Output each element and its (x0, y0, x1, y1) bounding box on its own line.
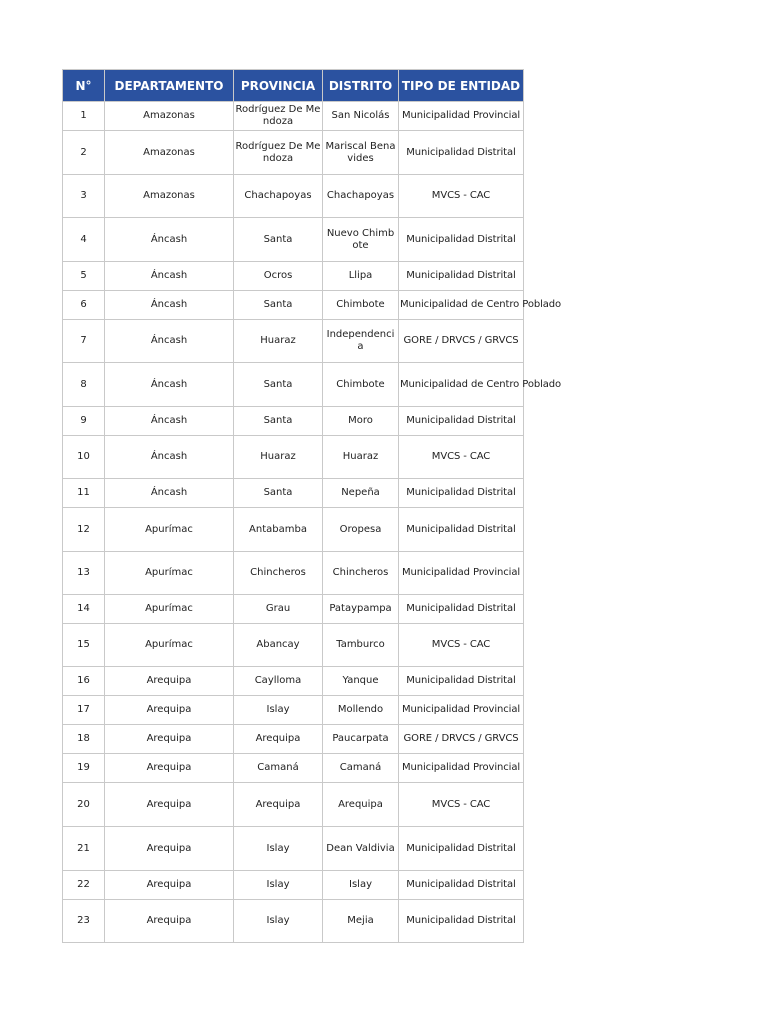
cell-distrito: Islay (323, 871, 399, 900)
table-row (63, 667, 524, 696)
cell-provincia: Islay (234, 871, 323, 900)
cell-number: 3 (63, 175, 105, 218)
table-row (63, 725, 524, 754)
cell-tipo-entidad: Municipalidad Provincial (399, 696, 524, 725)
table-row (63, 436, 524, 479)
cell-number: 5 (63, 262, 105, 291)
cell-tipo-entidad: MVCS - CAC (399, 783, 524, 827)
table-row (63, 552, 524, 595)
entity-table (62, 69, 562, 943)
cell-number: 18 (63, 725, 105, 754)
cell-number: 20 (63, 783, 105, 827)
header-provincia: PROVINCIA (234, 70, 323, 102)
header-departamento: DEPARTAMENTO (105, 70, 234, 102)
cell-number: 17 (63, 696, 105, 725)
cell-provincia: Chincheros (234, 552, 323, 595)
cell-departamento: Amazonas (105, 102, 234, 131)
cell-departamento: Apurímac (105, 624, 234, 667)
cell-number: 7 (63, 320, 105, 363)
entity-table-container (62, 69, 562, 943)
cell-number: 11 (63, 479, 105, 508)
cell-number: 13 (63, 552, 105, 595)
cell-tipo-entidad: GORE / DRVCS / GRVCS (399, 320, 524, 363)
cell-tipo-entidad: Municipalidad Provincial (399, 552, 524, 595)
cell-distrito: Moro (323, 407, 399, 436)
cell-departamento: Apurímac (105, 508, 234, 552)
cell-number: 19 (63, 754, 105, 783)
table-row (63, 262, 524, 291)
table-row (63, 479, 524, 508)
cell-distrito: Independencia (323, 320, 399, 363)
cell-provincia: Antabamba (234, 508, 323, 552)
cell-tipo-entidad: Municipalidad Distrital (399, 667, 524, 696)
header-number: N° (63, 70, 105, 102)
cell-provincia: Santa (234, 407, 323, 436)
cell-provincia: Santa (234, 218, 323, 262)
table-row (63, 624, 524, 667)
cell-tipo-entidad: Municipalidad de Centro Poblado (399, 363, 524, 407)
cell-provincia: Arequipa (234, 725, 323, 754)
cell-distrito: Nepeña (323, 479, 399, 508)
cell-distrito: Huaraz (323, 436, 399, 479)
cell-departamento: Áncash (105, 218, 234, 262)
cell-distrito: Camaná (323, 754, 399, 783)
cell-tipo-entidad: MVCS - CAC (399, 175, 524, 218)
cell-departamento: Arequipa (105, 783, 234, 827)
cell-number: 14 (63, 595, 105, 624)
cell-departamento: Arequipa (105, 900, 234, 943)
table-row (63, 175, 524, 218)
cell-number: 1 (63, 102, 105, 131)
cell-distrito: Chimbote (323, 363, 399, 407)
cell-tipo-entidad: Municipalidad Distrital (399, 871, 524, 900)
cell-distrito: Yanque (323, 667, 399, 696)
cell-tipo-entidad: Municipalidad Distrital (399, 827, 524, 871)
cell-provincia: Ocros (234, 262, 323, 291)
table-row (63, 131, 524, 175)
cell-provincia: Arequipa (234, 783, 323, 827)
cell-departamento: Áncash (105, 479, 234, 508)
cell-provincia: Caylloma (234, 667, 323, 696)
cell-distrito: Dean Valdivia (323, 827, 399, 871)
cell-number: 6 (63, 291, 105, 320)
cell-tipo-entidad: Municipalidad Distrital (399, 407, 524, 436)
cell-tipo-entidad: Municipalidad Distrital (399, 218, 524, 262)
cell-number: 9 (63, 407, 105, 436)
cell-tipo-entidad: Municipalidad de Centro Poblado (399, 291, 524, 320)
cell-number: 23 (63, 900, 105, 943)
cell-departamento: Amazonas (105, 131, 234, 175)
cell-number: 4 (63, 218, 105, 262)
cell-tipo-entidad: Municipalidad Distrital (399, 262, 524, 291)
table-row (63, 363, 524, 407)
cell-distrito: Oropesa (323, 508, 399, 552)
cell-departamento: Áncash (105, 291, 234, 320)
cell-distrito: Paucarpata (323, 725, 399, 754)
cell-tipo-entidad: MVCS - CAC (399, 624, 524, 667)
cell-distrito: Nuevo Chimbote (323, 218, 399, 262)
table-header-row (63, 70, 524, 102)
cell-distrito: Chachapoyas (323, 175, 399, 218)
table-row (63, 871, 524, 900)
cell-distrito: Pataypampa (323, 595, 399, 624)
cell-departamento: Arequipa (105, 667, 234, 696)
cell-tipo-entidad: Municipalidad Provincial (399, 102, 524, 131)
cell-provincia: Santa (234, 363, 323, 407)
cell-tipo-entidad: Municipalidad Distrital (399, 479, 524, 508)
cell-tipo-entidad: Municipalidad Distrital (399, 131, 524, 175)
cell-departamento: Arequipa (105, 871, 234, 900)
cell-number: 12 (63, 508, 105, 552)
cell-provincia: Camaná (234, 754, 323, 783)
cell-number: 16 (63, 667, 105, 696)
cell-number: 10 (63, 436, 105, 479)
cell-departamento: Áncash (105, 262, 234, 291)
table-row (63, 320, 524, 363)
cell-distrito: Tamburco (323, 624, 399, 667)
cell-distrito: Mejia (323, 900, 399, 943)
cell-tipo-entidad: MVCS - CAC (399, 436, 524, 479)
header-distrito: DISTRITO (323, 70, 399, 102)
cell-departamento: Apurímac (105, 552, 234, 595)
cell-provincia: Rodríguez De Mendoza (234, 102, 323, 131)
table-row (63, 783, 524, 827)
cell-provincia: Grau (234, 595, 323, 624)
cell-provincia: Rodríguez De Mendoza (234, 131, 323, 175)
table-row (63, 407, 524, 436)
table-row (63, 696, 524, 725)
cell-distrito: Mollendo (323, 696, 399, 725)
cell-provincia: Santa (234, 479, 323, 508)
table-row (63, 508, 524, 552)
cell-number: 2 (63, 131, 105, 175)
table-row (63, 102, 524, 131)
table-row (63, 827, 524, 871)
cell-number: 22 (63, 871, 105, 900)
cell-departamento: Apurímac (105, 595, 234, 624)
cell-number: 8 (63, 363, 105, 407)
table-row (63, 900, 524, 943)
cell-provincia: Santa (234, 291, 323, 320)
cell-provincia: Islay (234, 900, 323, 943)
cell-distrito: Chimbote (323, 291, 399, 320)
cell-number: 21 (63, 827, 105, 871)
cell-departamento: Amazonas (105, 175, 234, 218)
cell-distrito: Llipa (323, 262, 399, 291)
cell-provincia: Huaraz (234, 436, 323, 479)
cell-distrito: Mariscal Benavides (323, 131, 399, 175)
cell-distrito: Chincheros (323, 552, 399, 595)
cell-departamento: Arequipa (105, 754, 234, 783)
cell-departamento: Áncash (105, 436, 234, 479)
cell-tipo-entidad: Municipalidad Distrital (399, 595, 524, 624)
table-row (63, 218, 524, 262)
cell-provincia: Huaraz (234, 320, 323, 363)
header-tipo-entidad: TIPO DE ENTIDAD (399, 70, 524, 102)
table-row (63, 291, 524, 320)
cell-departamento: Áncash (105, 320, 234, 363)
table-row (63, 595, 524, 624)
cell-tipo-entidad: Municipalidad Provincial (399, 754, 524, 783)
cell-provincia: Abancay (234, 624, 323, 667)
cell-tipo-entidad: GORE / DRVCS / GRVCS (399, 725, 524, 754)
table-row (63, 754, 524, 783)
cell-distrito: San Nicolás (323, 102, 399, 131)
cell-departamento: Arequipa (105, 696, 234, 725)
cell-tipo-entidad: Municipalidad Distrital (399, 508, 524, 552)
cell-departamento: Áncash (105, 407, 234, 436)
cell-distrito: Arequipa (323, 783, 399, 827)
cell-provincia: Chachapoyas (234, 175, 323, 218)
cell-departamento: Arequipa (105, 725, 234, 754)
cell-provincia: Islay (234, 696, 323, 725)
cell-departamento: Áncash (105, 363, 234, 407)
cell-departamento: Arequipa (105, 827, 234, 871)
cell-number: 15 (63, 624, 105, 667)
cell-provincia: Islay (234, 827, 323, 871)
cell-tipo-entidad: Municipalidad Distrital (399, 900, 524, 943)
